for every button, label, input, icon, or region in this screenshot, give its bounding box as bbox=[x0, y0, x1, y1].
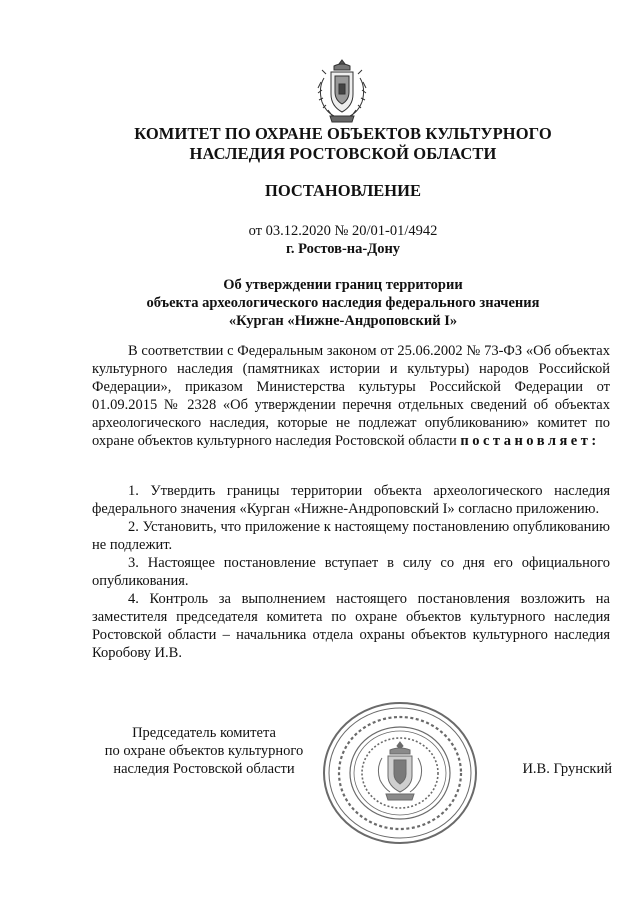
document-date-number: от 03.12.2020 № 20/01-01/4942 bbox=[248, 223, 438, 239]
resolution-items bbox=[92, 482, 610, 662]
resolution-item: 4. Контроль за выполнением настоящего постановления возложить на заместителя председателя комитета по охране объектов культурного наследия Ростовской области – начальника отдела охраны объектов культурного наследия Коробову И.В. bbox=[92, 591, 610, 661]
resolution-item: 2. Установить, что приложение к настоящему постановлению опубликованию не подлежит. bbox=[92, 519, 610, 553]
document-subject bbox=[60, 276, 626, 330]
signer-name: И.В. Грунский bbox=[522, 761, 612, 777]
subject-line3: «Курган «Нижне-Андроповский I» bbox=[228, 313, 458, 329]
official-seal-icon bbox=[320, 698, 480, 848]
signer-position bbox=[84, 724, 324, 778]
subject-line2: объекта археологического наследия федерального значения bbox=[146, 295, 540, 311]
document-type: ПОСТАНОВЛЕНИЕ bbox=[265, 181, 421, 200]
resolves-word: постановляет: bbox=[460, 433, 600, 449]
subject-line1: Об утверждении границ территории bbox=[223, 277, 463, 293]
preamble-paragraph bbox=[92, 342, 610, 450]
resolution-item: 1. Утвердить границы территории объекта археологического наследия федерального значения «Курган «Нижне-Андроповский I» согласно приложению. bbox=[92, 483, 610, 517]
signer-position-line2: по охране объектов культурного bbox=[104, 743, 304, 759]
document-city: г. Ростов-на-Дону bbox=[285, 241, 401, 257]
preamble-text: В соответствии с Федеральным законом от 25.06.2002 № 73-ФЗ «Об объектах культурного наследия (памятниках истории и культуры) народов Российской Федерации», приказом Министерства культуры Российской Федерации от 01.09.2015 № 2328 «Об утверждении перечня отдельных сведений об объектах археологического наследия, которые не подлежат опубликованию» комитет по охране объектов культурного наследия Ростовской области bbox=[92, 343, 610, 449]
committee-name-line1: КОМИТЕТ ПО ОХРАНЕ ОБЪЕКТОВ КУЛЬТУРНОГО bbox=[134, 124, 552, 143]
resolution-item: 3. Настоящее постановление вступает в силу со дня его официального опубликования. bbox=[92, 555, 610, 589]
committee-name bbox=[60, 124, 626, 164]
coat-of-arms-icon bbox=[316, 58, 368, 124]
signer-position-line1: Председатель комитета bbox=[132, 725, 276, 741]
signer-position-line3: наследия Ростовской области bbox=[113, 761, 295, 777]
committee-name-line2: НАСЛЕДИЯ РОСТОВСКОЙ ОБЛАСТИ bbox=[189, 144, 497, 163]
